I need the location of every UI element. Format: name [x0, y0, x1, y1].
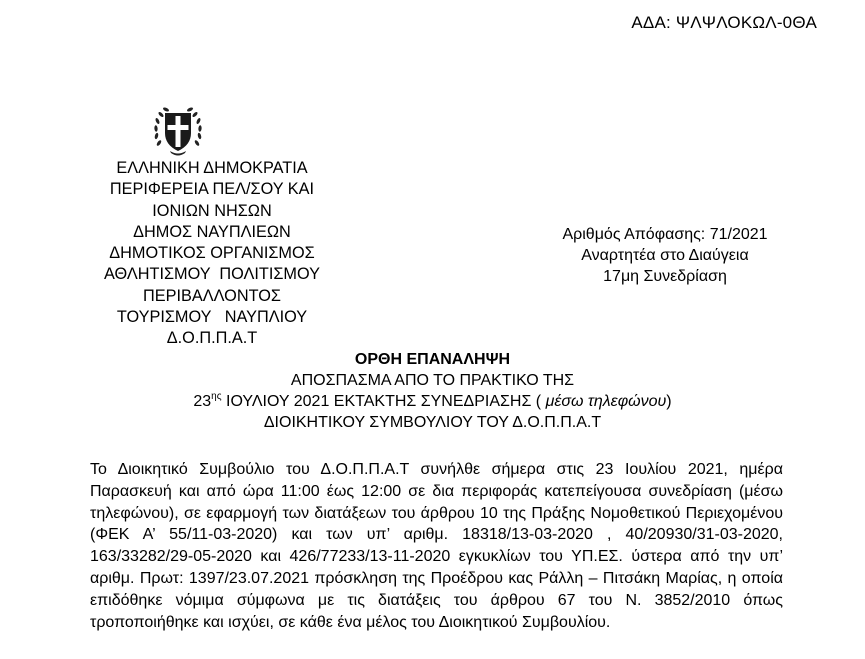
- authority-line: ΠΕΡΙΒΑΛΛΟΝΤΟΣ: [143, 286, 281, 305]
- authority-line: Δ.Ο.Π.Π.Α.Τ: [166, 329, 258, 348]
- ada-code: ΑΔΑ: ΨΛΨΛΟΚΩΛ-0ΘΑ: [631, 13, 817, 32]
- ordinal-suffix: ης: [211, 391, 222, 402]
- session-day: 23: [193, 393, 212, 410]
- authority-line: ΠΕΡΙΦΕΡΕΙΑ ΠΕΛ/ΣΟΥ ΚΑΙ: [109, 180, 315, 199]
- session-date-line: [0, 391, 865, 412]
- authority-line: ΕΛΛΗΝΙΚΗ ΔΗΜΟΚΡΑΤΙΑ: [116, 159, 308, 177]
- issuing-authority-block: [72, 158, 352, 350]
- authority-line: ΔΗΜΟΣ ΝΑΥΠΛΙΕΩΝ: [133, 222, 291, 241]
- decision-info-block: [540, 224, 790, 287]
- body-paragraph: Το Διοικητικό Συμβούλιο του Δ.Ο.Π.Π.Α.Τ συνήλθε σήμερα στις 23 Ιουλίου 2021, ημέρα Παρασκευή και από ώρα 11:00 έως 12:00 σε δια περιφοράς κατεπείγουσα συνεδρίαση (μέσω τηλεφώνου), σε εφαρμογή των διατάξεων του άρθρου 10 της Πράξης Νομοθετικού Περιεχομένου (ΦΕΚ Α’ 55/11-03-2020) και των υπ’ αριθμ. 18318/13-03-2020 , 40/20930/31-03-2020, 163/33282/29-05-2020 και 426/77233/13-11-2020 εγκυκλίων του ΥΠ.ΕΣ. ύστερα από την υπ’ αριθμ. Πρωτ: 1397/23.07.2021 πρόσκληση της Προέδρου κας Ράλλη – Πιτσάκη Μαρίας, η οποία επιδόθηκε νόμιμα σύμφωνα με τις διατάξεις του άρθρου 67 του Ν. 3852/2010 όπως τροποποιήθηκε και ισχύει, σε κάθε ένα μέλος του Διοικητικού Συμβουλίου.: [90, 461, 783, 631]
- correction-title: ΟΡΘΗ ΕΠΑΝΑΛΗΨΗ: [354, 351, 511, 368]
- authority-line: ΔΗΜΟΤΙΚΟΣ ΟΡΓΑΝΙΣΜΟΣ: [109, 244, 315, 263]
- session-date-rest: ΙΟΥΛΙΟΥ 2021 ΕΚΤΑΚΤΗΣ ΣΥΝΕΔΡΙΑΣΗΣ (: [221, 393, 546, 410]
- posting-note: Αναρτητέα στο Διαύγεια: [581, 247, 749, 264]
- session-number: 17μη Συνεδρίαση: [603, 268, 727, 285]
- board-title: ΔΙΟΙΚΗΤΙΚΟΥ ΣΥΜΒΟΥΛΙΟΥ ΤΟΥ Δ.Ο.Π.Π.Α.Τ: [263, 414, 602, 431]
- session-mode: μέσω τηλεφώνου: [545, 393, 667, 410]
- authority-line: ΤΟΥΡΙΣΜΟΥ ΝΑΥΠΛΙΟΥ: [116, 308, 308, 327]
- extract-title: ΑΠΟΣΠΑΣΜΑ ΑΠΟ ΤΟ ΠΡΑΚΤΙΚΟ ΤΗΣ: [290, 372, 575, 389]
- session-mode-close: ): [666, 393, 672, 410]
- document-heading: [0, 349, 865, 433]
- greek-coat-of-arms-icon: [150, 103, 206, 159]
- authority-line: ΑΘΛΗΤΙΣΜΟΥ ΠΟΛΙΤΙΣΜΟΥ: [104, 265, 320, 284]
- authority-line: ΙΟΝΙΩΝ ΝΗΣΩΝ: [152, 201, 272, 220]
- decision-number: Αριθμός Απόφασης: 71/2021: [562, 226, 768, 243]
